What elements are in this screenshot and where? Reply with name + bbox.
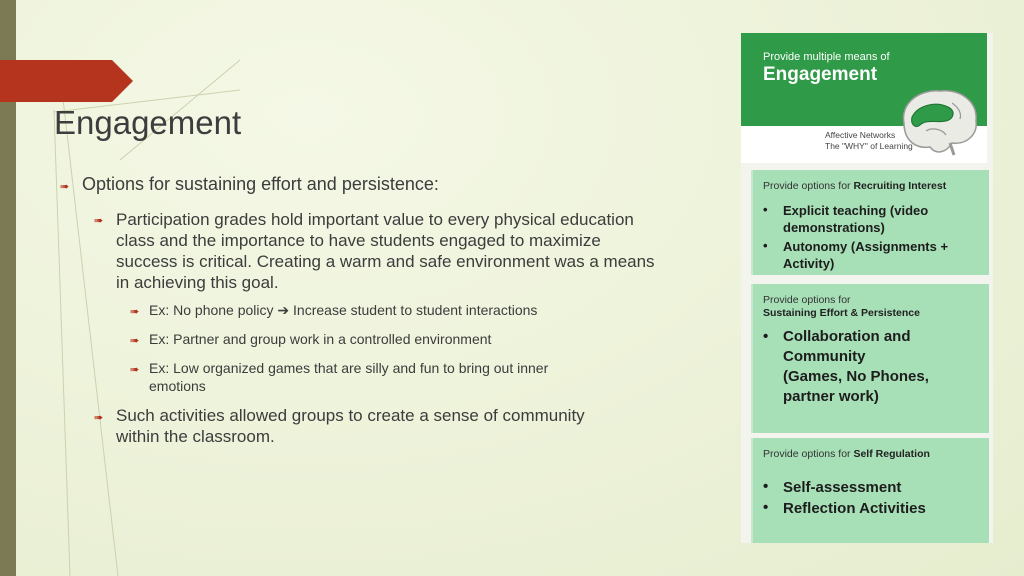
panel-header-pre: Provide multiple means of [763, 51, 890, 63]
bullet-dot: • [763, 238, 768, 253]
bullet-participation: Participation grades hold important value to every physical education class and the importance to have students engaged to maximize success is critical. Creating a warm and safe environment was a means in achieving this goal. [116, 210, 655, 292]
bullet-community: Such activities allowed groups to create a sense of community within the classroom. [116, 406, 585, 446]
bullet-example-1: Ex: No phone policy ➔ Increase student to student interactions [149, 302, 538, 318]
card-item: Autonomy (Assignments + Activity) [783, 239, 949, 271]
arrow-bullet-icon: ➠ [60, 181, 70, 193]
arrow-bullet-icon: ➠ [130, 306, 140, 318]
card-heading: Provide options for Sustaining Effort & Persistence [763, 294, 920, 319]
bullet-example-3: Ex: Low organized games that are silly and fun to bring out inner emotions [149, 360, 549, 394]
panel-header-title: Engagement [763, 64, 878, 85]
udl-engagement-panel [741, 33, 993, 543]
arrow-bullet-icon: ➠ [130, 335, 140, 347]
right-arrow-icon: ➔ [277, 302, 290, 318]
bullet-dot: • [763, 499, 769, 516]
bullet-dot: • [763, 202, 768, 217]
network-label: Affective Networks [825, 130, 896, 140]
brain-icon [896, 83, 982, 159]
bullet-level1: Options for sustaining effort and persistence: [82, 174, 439, 194]
card-recruiting-interest [751, 170, 989, 275]
bullet-dot: • [763, 328, 769, 345]
card-heading: Provide options for Self Regulation [763, 448, 930, 460]
card-heading: Provide options for Recruiting Interest [763, 180, 947, 192]
card-item: Collaboration and Community (Games, No Phones, partner work) [783, 328, 929, 405]
network-sublabel: The "WHY" of Learning [825, 141, 913, 151]
card-sustaining-effort [751, 284, 989, 433]
card-item: Self-assessment [783, 479, 902, 496]
arrow-bullet-icon: ➠ [130, 364, 140, 376]
panel-header [741, 33, 987, 163]
arrow-bullet-icon: ➠ [94, 412, 104, 424]
card-item: Explicit teaching (video demonstrations) [783, 203, 929, 235]
bullet-dot: • [763, 478, 769, 495]
slide-title: Engagement [54, 104, 242, 141]
bullet-example-2: Ex: Partner and group work in a controlled environment [149, 331, 492, 347]
arrow-bullet-icon: ➠ [94, 215, 104, 227]
accent-tab [0, 60, 133, 102]
card-self-regulation [751, 438, 989, 543]
card-item: Reflection Activities [783, 500, 926, 517]
